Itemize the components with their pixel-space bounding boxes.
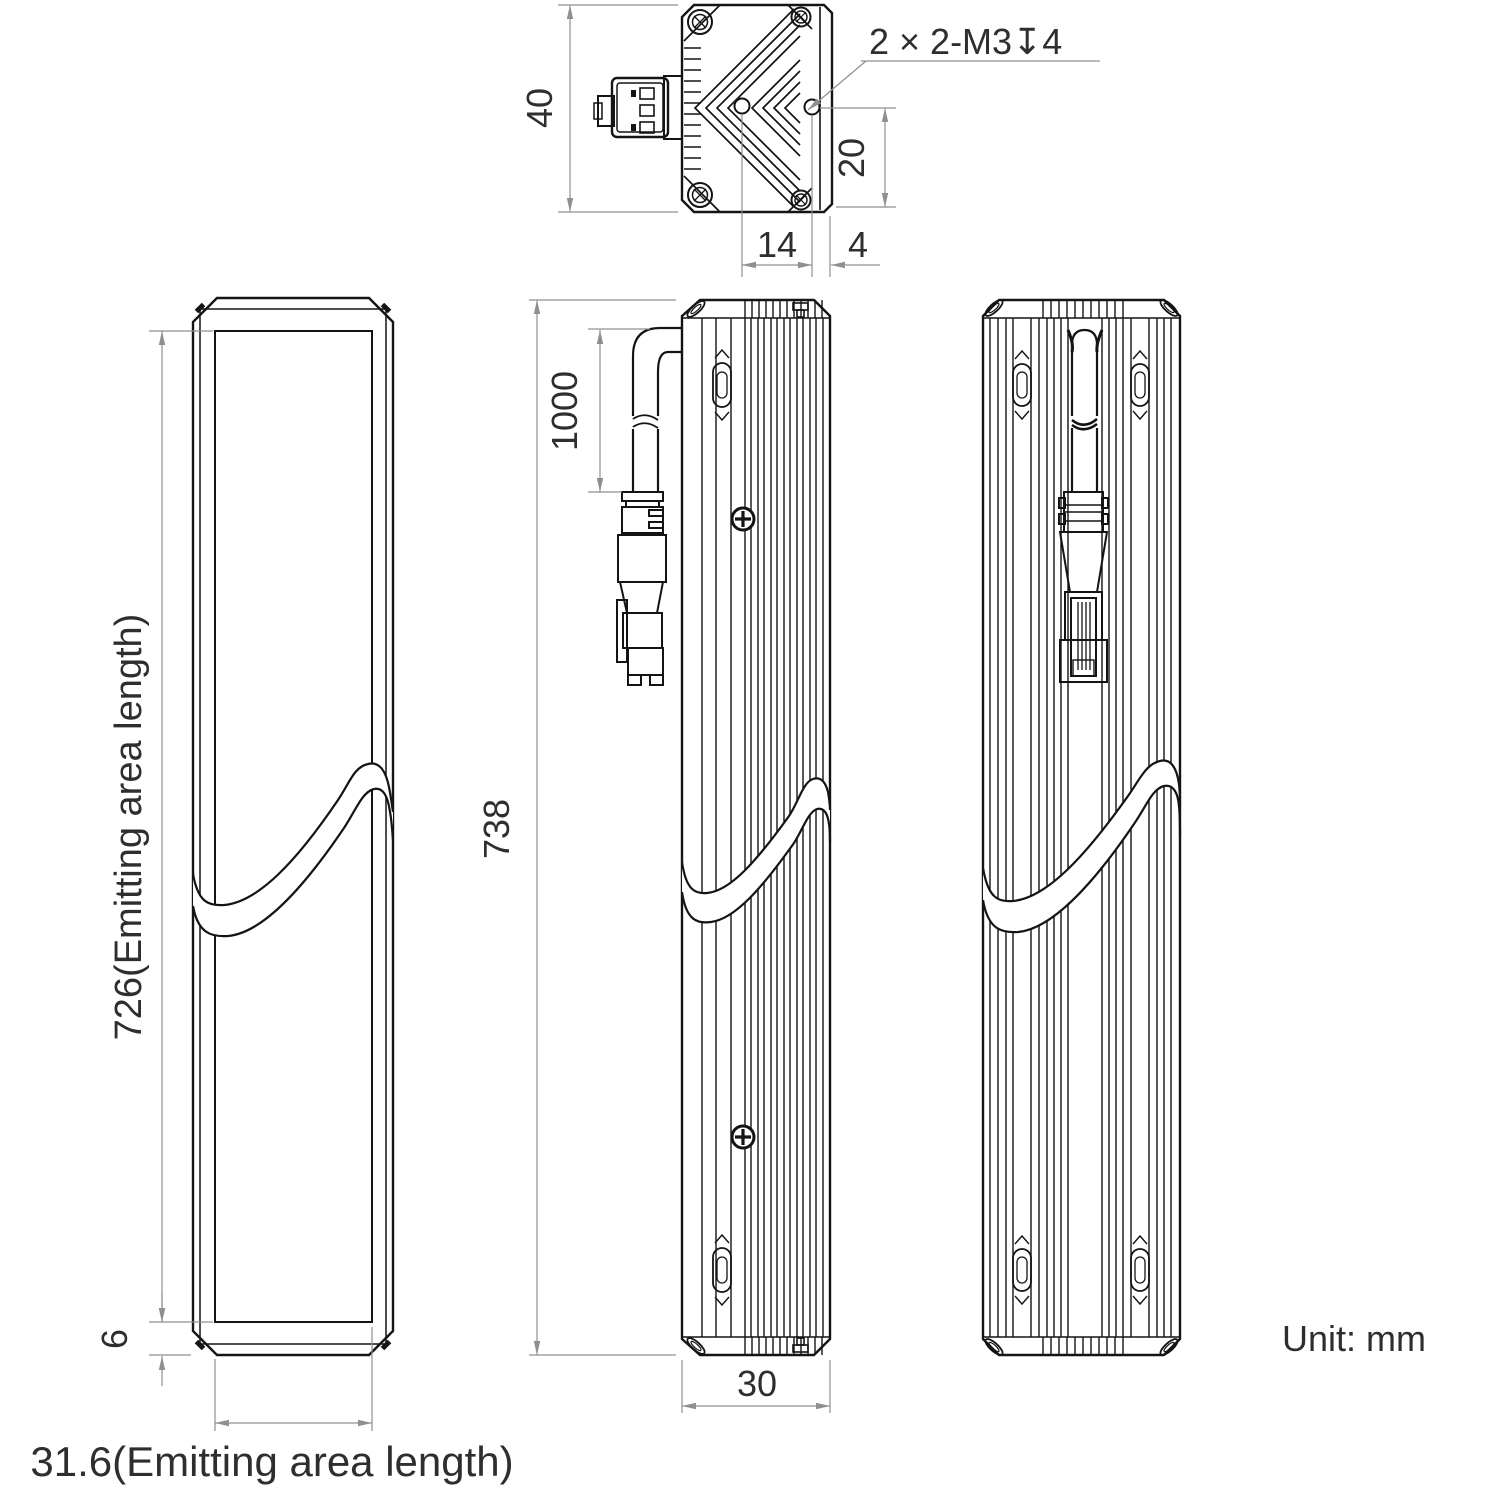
- front-view: [193, 298, 393, 1355]
- dim-label-20: 20: [831, 137, 872, 179]
- dim-label-30: 30: [736, 1363, 778, 1404]
- break-band: [193, 764, 393, 937]
- side-view: [617, 299, 830, 1357]
- dim-label-4: 4: [847, 224, 869, 265]
- extrusion-fins: [990, 318, 1171, 1337]
- dim-label-726: 726(Emitting area length): [108, 613, 150, 1041]
- cable-connector: [1059, 492, 1108, 682]
- thread-note: 2 × 2-M3↧4: [869, 21, 1063, 62]
- dim-label-40: 40: [519, 87, 560, 129]
- dimension-labels: [30, 21, 1426, 1485]
- unit-note: Unit: mm: [1282, 1318, 1426, 1359]
- heatsink-fins: [695, 9, 800, 207]
- dimension-lines: [149, 5, 1100, 1431]
- m3-hole: [735, 99, 750, 114]
- top-view: [594, 5, 832, 212]
- break-band: [682, 778, 830, 922]
- dim-label-6: 6: [94, 1328, 135, 1350]
- endcap-screw-marks: [195, 303, 392, 1351]
- power-connector: [594, 76, 682, 139]
- dim-label-31-6: 31.6(Emitting area length): [30, 1438, 514, 1485]
- cable: [1059, 330, 1108, 682]
- dim-label-1000: 1000: [544, 370, 585, 452]
- fin-comb: [684, 48, 701, 169]
- back-view: [983, 298, 1180, 1358]
- emitting-area: [215, 331, 372, 1322]
- cable-connector: [617, 492, 666, 685]
- dim-label-738: 738: [476, 798, 517, 860]
- dim-label-14: 14: [756, 224, 798, 265]
- cable: [617, 328, 682, 685]
- extrusion-fins: [702, 318, 823, 1337]
